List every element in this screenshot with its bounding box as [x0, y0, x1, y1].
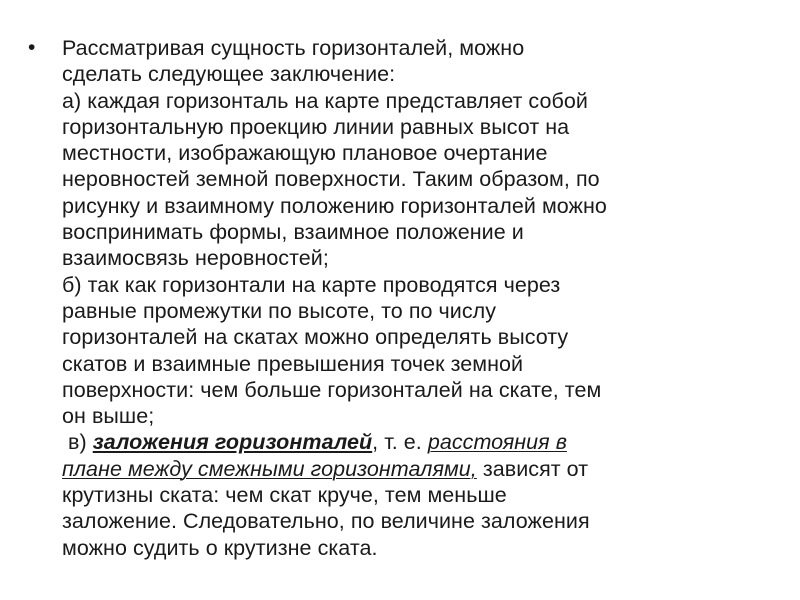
text-line: неровностей земной поверхности. Таким образом, по: [62, 167, 600, 192]
text-line: он выше;: [62, 404, 155, 429]
item-v2-rest: зависят от: [476, 456, 589, 481]
bullet-paragraph: [62, 35, 768, 561]
definition-emphasis: расстояния в: [427, 430, 567, 455]
text-line-v2: [62, 456, 768, 482]
text-line: Рассматривая сущность горизонталей, можно: [62, 36, 525, 60]
item-v-prefix: в): [62, 430, 93, 455]
text-line: б) так как горизонтали на карте проводятся через: [62, 272, 561, 297]
definition-emphasis-cont: плане между смежными горизонталями,: [62, 456, 477, 481]
text-line: крутизны ската: чем скат круче, тем меньше: [62, 483, 507, 508]
text-line: заложение. Следовательно, по величине заложения: [62, 509, 590, 534]
text-line: сделать следующее заключение:: [62, 62, 396, 87]
text-line: равные промежутки по высоте, то по числу: [62, 298, 497, 323]
text-line: воспринимать формы, взаимное положение и: [62, 220, 524, 245]
text-line: горизонталей на скатах можно определять высоту: [62, 325, 569, 350]
text-line: можно судить о крутизне ската.: [62, 535, 378, 560]
text-line-v: [62, 429, 768, 455]
text-line: рисунку и взаимному положению горизонталей можно: [62, 193, 607, 218]
item-v-middle: , т. е.: [372, 430, 428, 455]
text-line: скатов и взаимные превышения точек земной: [62, 351, 524, 376]
bullet-item: [28, 35, 768, 561]
text-line: а) каждая горизонталь на карте представляет собой: [62, 88, 588, 113]
text-line: взаимосвязь неровностей;: [62, 246, 329, 271]
text-line: горизонтальную проекцию линии равных высот на: [62, 114, 570, 139]
term-emphasis: заложения горизонталей: [92, 430, 373, 455]
bullet-marker: •: [28, 36, 36, 59]
text-line: поверхности: чем больше горизонталей на скате, тем: [62, 377, 602, 402]
text-line: местности, изображающую плановое очертание: [62, 141, 548, 166]
